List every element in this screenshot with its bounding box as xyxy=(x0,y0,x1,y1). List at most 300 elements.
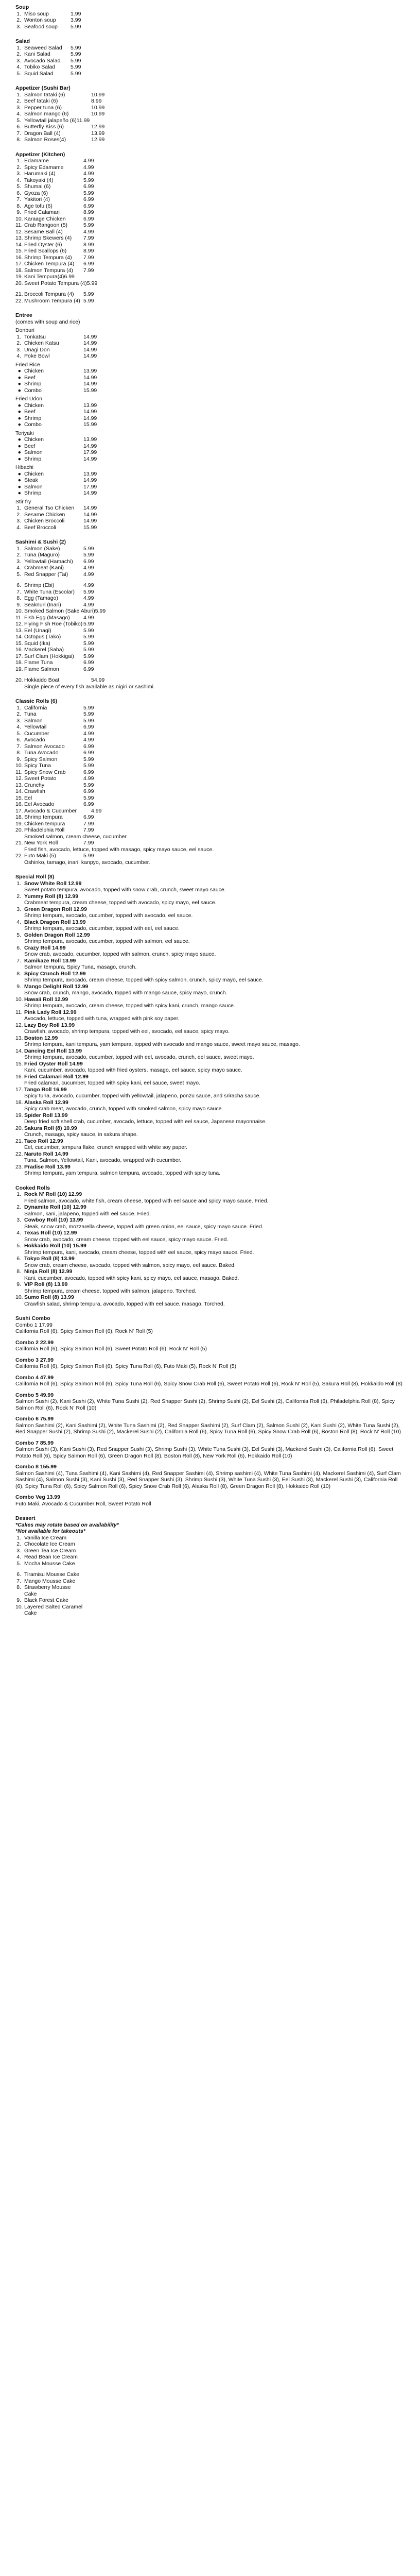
item-number: 6. xyxy=(16,582,21,588)
menu-item xyxy=(15,64,405,71)
roll-item xyxy=(15,1035,405,1042)
item-price: 5.99 xyxy=(83,297,94,304)
item-price: 13.99 xyxy=(83,470,97,477)
menu-item xyxy=(15,183,405,190)
menu-item xyxy=(15,518,405,524)
menu-item xyxy=(15,11,405,18)
item-name: Mackerel (Saba) xyxy=(24,647,64,653)
group-title: Fried Rice xyxy=(15,361,40,368)
section-note: (comes with soup and rice) xyxy=(15,318,80,325)
roll-title: Black Dragon Roll 13.99 xyxy=(24,919,86,925)
roll-title: Golden Dragon Roll 12.99 xyxy=(24,931,90,938)
item-number: 18. xyxy=(15,659,23,666)
spacer xyxy=(15,1567,405,1571)
item-name: Octopus (Tako) xyxy=(24,634,61,640)
item-number: 10. xyxy=(15,1294,23,1300)
item-number: 15. xyxy=(15,248,23,254)
item-name: Chicken xyxy=(24,368,44,374)
combo-title: Combo 3 27.99 xyxy=(15,1357,54,1363)
bullet-icon: ● xyxy=(18,409,21,415)
item-number: 13. xyxy=(15,782,23,788)
item-price: 7.99 xyxy=(83,254,94,261)
item-number: 5. xyxy=(16,1560,21,1567)
item-price: 5.99 xyxy=(83,794,94,801)
menu-item xyxy=(15,653,405,660)
item-name: Beef Broccoli xyxy=(24,524,56,531)
menu-item xyxy=(15,512,405,518)
item-price: 5.99 xyxy=(83,621,94,627)
roll-item xyxy=(15,1125,405,1132)
roll-item xyxy=(15,1243,405,1249)
item-description: Kani, cucumber, avocado, topped with spicy kani, spicy mayo, eel sauce, masago. Baked. xyxy=(24,1275,239,1281)
combo-title: Combo 8 155.99 xyxy=(15,1464,57,1470)
item-number: 1. xyxy=(16,44,21,51)
combo-contents: California Roll (6), Spicy Salmon Roll (6), Rock N' Roll (5) xyxy=(15,1328,153,1334)
section-title: Appetizer (Sushi Bar) xyxy=(15,85,71,91)
menu-item xyxy=(15,1584,405,1597)
item-price: 14.99 xyxy=(83,505,97,511)
menu-item xyxy=(15,353,405,360)
item-name: Kani Salad xyxy=(24,51,50,57)
item-name: Unagi Don xyxy=(24,346,50,353)
item-number: 11. xyxy=(15,614,23,621)
roll-title: Taco Roll 12.99 xyxy=(24,1138,63,1144)
roll-item xyxy=(15,1191,405,1198)
item-price: 4.99 xyxy=(83,601,94,608)
item-name: California xyxy=(24,704,47,711)
item-number: 8. xyxy=(16,595,21,601)
combo-title: Combo 7 85.99 xyxy=(15,1439,54,1446)
item-number: 5. xyxy=(16,730,21,737)
menu-item xyxy=(15,449,405,456)
item-name: Chicken tempura xyxy=(24,820,65,827)
item-price: 5.99 xyxy=(71,44,81,51)
item-number: 7. xyxy=(16,957,21,964)
item-name: Combo xyxy=(24,421,42,428)
menu-item xyxy=(15,731,405,737)
menu-item xyxy=(15,17,405,24)
item-name: Chicken xyxy=(24,470,44,477)
combo-contents: Salmon Sashimi (2), Kani Sashimi (2), White Tuna Sashimi (2), Red Snapper Sashimi (2), Surf Clam (2), Salmon Sushi (2), Kani Sushi (2), White Tuna Sushi (2), Red Snapper Sushi (2), Shrimp Sushi (2), Mackerel Sushi (2), California Roll (6), Spicy Tuna Roll (6), Spicy Snow Crab Roll (6), Boston Roll (8), Rock N' Roll (10) xyxy=(15,1422,401,1435)
roll-item xyxy=(15,919,405,926)
item-number: 8. xyxy=(16,970,21,977)
menu-item xyxy=(15,421,405,428)
item-number: 22. xyxy=(15,853,23,859)
item-price: 14.99 xyxy=(83,490,97,496)
menu-item xyxy=(15,261,405,267)
menu-item xyxy=(15,762,405,769)
item-price: 15.99 xyxy=(83,421,97,428)
roll-item xyxy=(15,984,405,990)
menu-item xyxy=(15,274,405,280)
item-number: 10. xyxy=(15,762,23,769)
menu-item xyxy=(15,1541,405,1548)
menu-item xyxy=(15,602,405,608)
item-price: 14.99 xyxy=(83,415,97,421)
item-name: Shrimp tempura xyxy=(24,814,63,820)
menu-item xyxy=(15,1548,405,1554)
item-name: Sesame Ball (4) xyxy=(24,228,63,235)
item-price: 10.99 xyxy=(91,111,105,117)
menu-item xyxy=(15,203,405,210)
item-number: 1. xyxy=(16,1534,21,1541)
item-name: Salmon tataki (6) xyxy=(24,91,65,98)
item-description: Sweet potato tempura, avocado, topped with snow crab, crunch, sweet mayo sauce. xyxy=(24,887,226,893)
roll-title: Dynamite Roll (10) 12.99 xyxy=(24,1204,86,1210)
menu-item xyxy=(15,718,405,724)
menu-item xyxy=(15,190,405,197)
roll-item xyxy=(15,1230,405,1236)
section-title: Entree xyxy=(15,312,32,318)
item-number: 12. xyxy=(15,228,23,235)
item-number: 21. xyxy=(15,291,23,297)
roll-item xyxy=(15,971,405,977)
roll-title: Cowboy Roll (10) 13.99 xyxy=(24,1217,83,1223)
item-name: Beef xyxy=(24,409,36,415)
item-number: 14. xyxy=(15,634,23,640)
item-name: Avocado xyxy=(24,737,45,743)
item-price: 14.99 xyxy=(83,353,97,359)
item-price: 5.99 xyxy=(83,634,94,640)
item-price: 7.99 xyxy=(83,820,94,827)
menu-item xyxy=(15,456,405,463)
roll-title: Tango Roll 16.99 xyxy=(24,1086,67,1093)
menu-item xyxy=(15,484,405,490)
menu-item xyxy=(15,171,405,177)
item-name: Mushroom Tempura (4) xyxy=(24,297,80,304)
menu-item xyxy=(15,267,405,274)
item-price: 5.99 xyxy=(83,782,94,788)
item-price: 6.99 xyxy=(83,215,94,222)
item-name: Squid (Ika) xyxy=(24,640,50,647)
menu-item xyxy=(15,628,405,634)
item-number: 7. xyxy=(16,196,21,202)
item-number: 16. xyxy=(15,647,23,653)
item-name: Tuna Avocado xyxy=(24,750,59,756)
bullet-icon: ● xyxy=(18,387,21,394)
item-price: 14.99 xyxy=(83,374,97,381)
item-description: Tuna, Salmon, Yellowtail, Kani, avocado, wrapped with cucumber. xyxy=(24,1157,182,1163)
combo-contents: California Roll (6), Spicy Salmon Roll (6), Spicy Tuna Roll (6), Futo Maki (5), Rock N' Roll (5) xyxy=(15,1363,237,1369)
item-number: 15. xyxy=(15,640,23,647)
combo-title: Combo Veg 13.99 xyxy=(15,1494,60,1500)
item-price: 15.99 xyxy=(83,387,97,394)
item-name: Sweet Potato xyxy=(24,775,57,782)
item-number: 7. xyxy=(16,588,21,595)
menu-item xyxy=(15,248,405,255)
item-description: Salmon, kani, jalapeno, topped with eel sauce. Fried. xyxy=(24,1210,151,1217)
combo-contents: Salmon Sushi (3), Kani Sushi (3), Red Snapper Sushi (3), Shrimp Sushi (3), White Tuna Sushi (3), Eel Sushi (3), Mackerel Sushi (3), California Roll (6), Sweet Potato Roll (6), Spicy Salmon Roll (6), Green Dragon Roll (8), Boston Roll (8), New York Roll (6), Hokkaido Roll (10) xyxy=(15,1446,394,1459)
item-price: 13.99 xyxy=(83,368,97,374)
item-name: Kani Tempura(4) xyxy=(24,274,64,280)
menu-item xyxy=(15,788,405,795)
menu-item xyxy=(15,490,405,497)
menu-item xyxy=(15,634,405,640)
item-number: 11. xyxy=(15,222,23,228)
item-name: Yakitori (4) xyxy=(24,196,50,202)
item-number: 4. xyxy=(16,565,21,571)
roll-title: Boston 12.99 xyxy=(24,1035,58,1041)
item-number: 2. xyxy=(16,51,21,57)
item-price: 5.99 xyxy=(71,57,81,64)
item-price: 14.99 xyxy=(83,346,97,353)
item-price: 6.99 xyxy=(83,788,94,794)
item-name: Combo xyxy=(24,387,42,394)
item-number: 22. xyxy=(15,1150,23,1157)
combo-title: Combo 2 22.99 xyxy=(15,1339,54,1346)
item-price: 4.99 xyxy=(83,595,94,601)
roll-item xyxy=(15,1281,405,1288)
bullet-icon: ● xyxy=(18,483,21,490)
menu-item xyxy=(15,216,405,223)
item-number: 1. xyxy=(16,333,21,340)
menu-item xyxy=(15,92,405,98)
menu-item xyxy=(15,1561,405,1567)
roll-title: Green Dragon Roll 12.99 xyxy=(24,906,87,912)
item-name: Eel Avocado xyxy=(24,801,55,807)
group-title: Fried Udon xyxy=(15,396,42,402)
item-description: Shrimp tempura, yam tempura, salmon tempura, avocado, topped with spicy tuna. xyxy=(24,1170,221,1176)
item-name: Gyoza (6) xyxy=(24,190,48,196)
spacer xyxy=(15,672,405,677)
item-name: Crunchy xyxy=(24,782,45,788)
item-number: 17. xyxy=(15,653,23,659)
menu-item xyxy=(15,1571,405,1578)
appetizer-kitchen-section xyxy=(15,151,405,304)
item-price: 4.99 xyxy=(83,737,94,743)
menu-item xyxy=(15,705,405,711)
bullet-icon: ● xyxy=(18,381,21,387)
item-number: 9. xyxy=(16,209,21,215)
item-number: 13. xyxy=(15,627,23,634)
menu-item xyxy=(15,98,405,105)
item-number: 9. xyxy=(16,983,21,990)
item-number: 2. xyxy=(16,340,21,346)
roll-title: Lazy Boy Roll 13.99 xyxy=(24,1022,75,1028)
item-name: Vanilla Ice Cream xyxy=(24,1534,67,1541)
bullet-icon: ● xyxy=(18,477,21,483)
section-footnote: Single piece of every fish available as nigiri or sashimi. xyxy=(24,683,155,690)
item-number: 20. xyxy=(15,280,23,286)
item-name: Eel (Unagi) xyxy=(24,627,51,634)
item-name: Eel xyxy=(24,794,32,801)
item-name: Fried Scallops (6) xyxy=(24,248,67,254)
item-description: Fried calamari, cucumber, topped with spicy kani, eel sauce, sweet mayo. xyxy=(24,1080,200,1086)
menu-item xyxy=(15,814,405,821)
menu-item xyxy=(15,571,405,578)
item-number: 10. xyxy=(15,215,23,222)
roll-item xyxy=(15,1268,405,1275)
item-number: 3. xyxy=(16,906,21,912)
item-name: Chicken Katsu xyxy=(24,340,59,346)
item-number: 16. xyxy=(15,1073,23,1080)
item-name: Crawfish xyxy=(24,788,45,794)
bullet-icon: ● xyxy=(18,368,21,374)
item-price: 15.99 xyxy=(83,524,97,531)
item-name: Butterfly Kiss (6) xyxy=(24,124,64,130)
item-price: 4.99 xyxy=(83,164,94,171)
roll-title: Kamikaze Roll 13.99 xyxy=(24,957,76,964)
item-price: 4.99 xyxy=(83,614,94,621)
item-price: 5.99 xyxy=(71,23,81,30)
item-number: 3. xyxy=(16,717,21,724)
roll-title: Naruto Roll 14.99 xyxy=(24,1150,68,1157)
item-number: 2. xyxy=(16,511,21,518)
bullet-icon: ● xyxy=(18,449,21,455)
item-price: 7.99 xyxy=(83,840,94,846)
item-number: 10. xyxy=(15,996,23,1003)
item-price: 6.99 xyxy=(83,814,94,820)
menu-item xyxy=(15,1554,405,1561)
item-price: 7.99 xyxy=(83,827,94,833)
menu-item xyxy=(15,621,405,628)
item-number: 6. xyxy=(16,737,21,743)
menu-item xyxy=(15,711,405,718)
item-name: Pepper tuna (6) xyxy=(24,104,62,111)
item-name: Wonton soup xyxy=(24,17,56,23)
item-name: Spicy Salmon xyxy=(24,756,58,762)
roll-item xyxy=(15,1099,405,1106)
item-price: 5.99 xyxy=(83,177,94,183)
item-price: 5.99 xyxy=(86,280,98,286)
menu-item xyxy=(15,1604,405,1617)
entree-group xyxy=(15,327,405,360)
item-number: 5. xyxy=(16,70,21,77)
roll-item xyxy=(15,945,405,952)
menu-item xyxy=(15,546,405,552)
item-description: Shrimp tempura, avocado, cream cheese, topped with spicy kani, crunch, mango sauce. xyxy=(24,1003,235,1009)
item-number: 1. xyxy=(16,545,21,552)
combo-item xyxy=(15,1357,405,1370)
item-price: 8.99 xyxy=(83,241,94,248)
item-name: Spicy Tuna xyxy=(24,762,51,769)
section-title: Appetizer (Kitchen) xyxy=(15,151,65,158)
item-number: 23. xyxy=(15,1163,23,1170)
combo-title: Combo 5 49.99 xyxy=(15,1392,54,1398)
roll-title: Sumo Roll (8) 13.99 xyxy=(24,1294,74,1300)
item-name: Age tofu (6) xyxy=(24,202,52,209)
roll-item xyxy=(15,1217,405,1224)
item-number: 2. xyxy=(16,1541,21,1547)
item-price: 6.99 xyxy=(83,659,94,666)
menu-item xyxy=(15,737,405,743)
bullet-icon: ● xyxy=(18,455,21,462)
menu-item xyxy=(15,615,405,621)
item-name: Yellowtail xyxy=(24,724,47,730)
item-name: Salmon Roses(4) xyxy=(24,137,66,143)
roll-item xyxy=(15,958,405,964)
item-number: 1. xyxy=(16,158,21,164)
item-number: 1. xyxy=(16,880,21,887)
special-rolls-section xyxy=(15,874,405,1177)
item-price: 4.99 xyxy=(91,807,102,814)
entree-group xyxy=(15,362,405,394)
item-name: Edamame xyxy=(24,158,49,164)
item-number: 17. xyxy=(15,807,23,814)
item-name: Crabmeat (Kani) xyxy=(24,565,64,571)
menu-item xyxy=(15,387,405,394)
item-number: 4. xyxy=(16,919,21,925)
combo-contents: Salmon Sushi (2), Kani Sushi (2), White Tuna Sushi (2), Red Snapper Sushi (2), Shrimp Sushi (2), Eel Sushi (2), California Roll (6), Philadelphia Roll (8), Spicy Salmon Roll (6), Rock N' Roll (10) xyxy=(15,1398,395,1411)
item-name: Fried Calamari xyxy=(24,209,60,215)
spacer xyxy=(15,286,405,291)
item-price: 14.99 xyxy=(83,340,97,346)
item-name: Layered Salted Caramel Cake xyxy=(24,1603,83,1616)
item-name: Salmon xyxy=(24,717,43,724)
roll-title: Fried Calamari Roll 12.99 xyxy=(24,1073,89,1080)
item-name: New York Roll xyxy=(24,840,58,846)
item-name: Fried Oyster (6) xyxy=(24,241,62,248)
combo-item xyxy=(15,1494,405,1507)
combo-item xyxy=(15,1392,405,1412)
bullet-icon: ● xyxy=(18,490,21,496)
section-title: Dessert xyxy=(15,1515,36,1521)
item-description: Shrimp tempura, cream cheese, topped with salmon, jalapeno. Torched. xyxy=(24,1287,197,1294)
item-number: 13. xyxy=(15,235,23,241)
roll-title: Pradise Roll 13.99 xyxy=(24,1163,71,1170)
section-title: Cooked Rolls xyxy=(15,1184,50,1191)
roll-title: Alaska Roll 12.99 xyxy=(24,1099,68,1106)
item-price: 6.99 xyxy=(64,274,75,280)
item-number: 5. xyxy=(16,1243,21,1249)
item-description: Smoked salmon, cream cheese, cucumber. xyxy=(24,833,128,840)
combo-contents: Futo Maki, Avocado & Cucumber Roll, Sweet Potato Roll xyxy=(15,1500,151,1507)
menu-item xyxy=(15,209,405,216)
item-description: Eel, cucumber, tempura flake, crunch wrapped with white soy paper. xyxy=(24,1144,187,1150)
bullet-icon: ● xyxy=(18,443,21,449)
item-number: 1. xyxy=(16,505,21,511)
section-title: Salad xyxy=(15,38,30,44)
item-price: 6.99 xyxy=(83,202,94,209)
item-number: 20. xyxy=(15,827,23,833)
menu-item xyxy=(15,589,405,596)
section-title: Sushi Combo xyxy=(15,1315,50,1321)
item-price: 5.99 xyxy=(83,190,94,196)
appetizer-sushi-section xyxy=(15,85,405,143)
item-name: Miso soup xyxy=(24,10,49,17)
combo-title: Combo 4 47.99 xyxy=(15,1374,54,1381)
item-number: 7. xyxy=(16,130,21,137)
menu-item xyxy=(15,782,405,789)
item-name: Green Tea Ice Cream xyxy=(24,1547,76,1554)
item-description: Oshinko, tamago, inari, kanpyo, avocado, cucumber. xyxy=(24,859,150,866)
item-price: 54.99 xyxy=(91,677,105,683)
item-number: 4. xyxy=(16,353,21,359)
item-number: 8. xyxy=(16,137,21,143)
item-price: 5.99 xyxy=(83,640,94,647)
item-description: Shrimp tempura, avocado, cucumber, topped with avocado, eel sauce. xyxy=(24,912,193,919)
item-name: Salmon mango (6) xyxy=(24,111,69,117)
item-number: 4. xyxy=(16,111,21,117)
item-name: Spicy Edamame xyxy=(24,164,64,171)
combo-item xyxy=(15,1464,405,1489)
item-number: 3. xyxy=(16,1217,21,1223)
item-number: 14. xyxy=(15,1047,23,1054)
menu-item xyxy=(15,255,405,261)
roll-title: Tokyo Roll (8) 13.99 xyxy=(24,1256,75,1262)
item-price: 4.99 xyxy=(83,228,94,235)
item-number: 6. xyxy=(16,124,21,130)
item-price: 5.99 xyxy=(83,627,94,634)
item-name: Steak xyxy=(24,477,38,483)
item-name: Tuna (Maguro) xyxy=(24,552,60,558)
classic-rolls-section xyxy=(15,698,405,866)
item-description: Crunch, masago, spicy sauce, in sakura shape. xyxy=(24,1131,138,1138)
menu-item xyxy=(15,750,405,756)
item-description: Shrimp tempura, avocado, cucumber, topped with eel, avocado, crunch, eel sauce, sweet mayo. xyxy=(24,1054,254,1060)
menu-item xyxy=(15,381,405,387)
item-number: 1. xyxy=(16,10,21,17)
